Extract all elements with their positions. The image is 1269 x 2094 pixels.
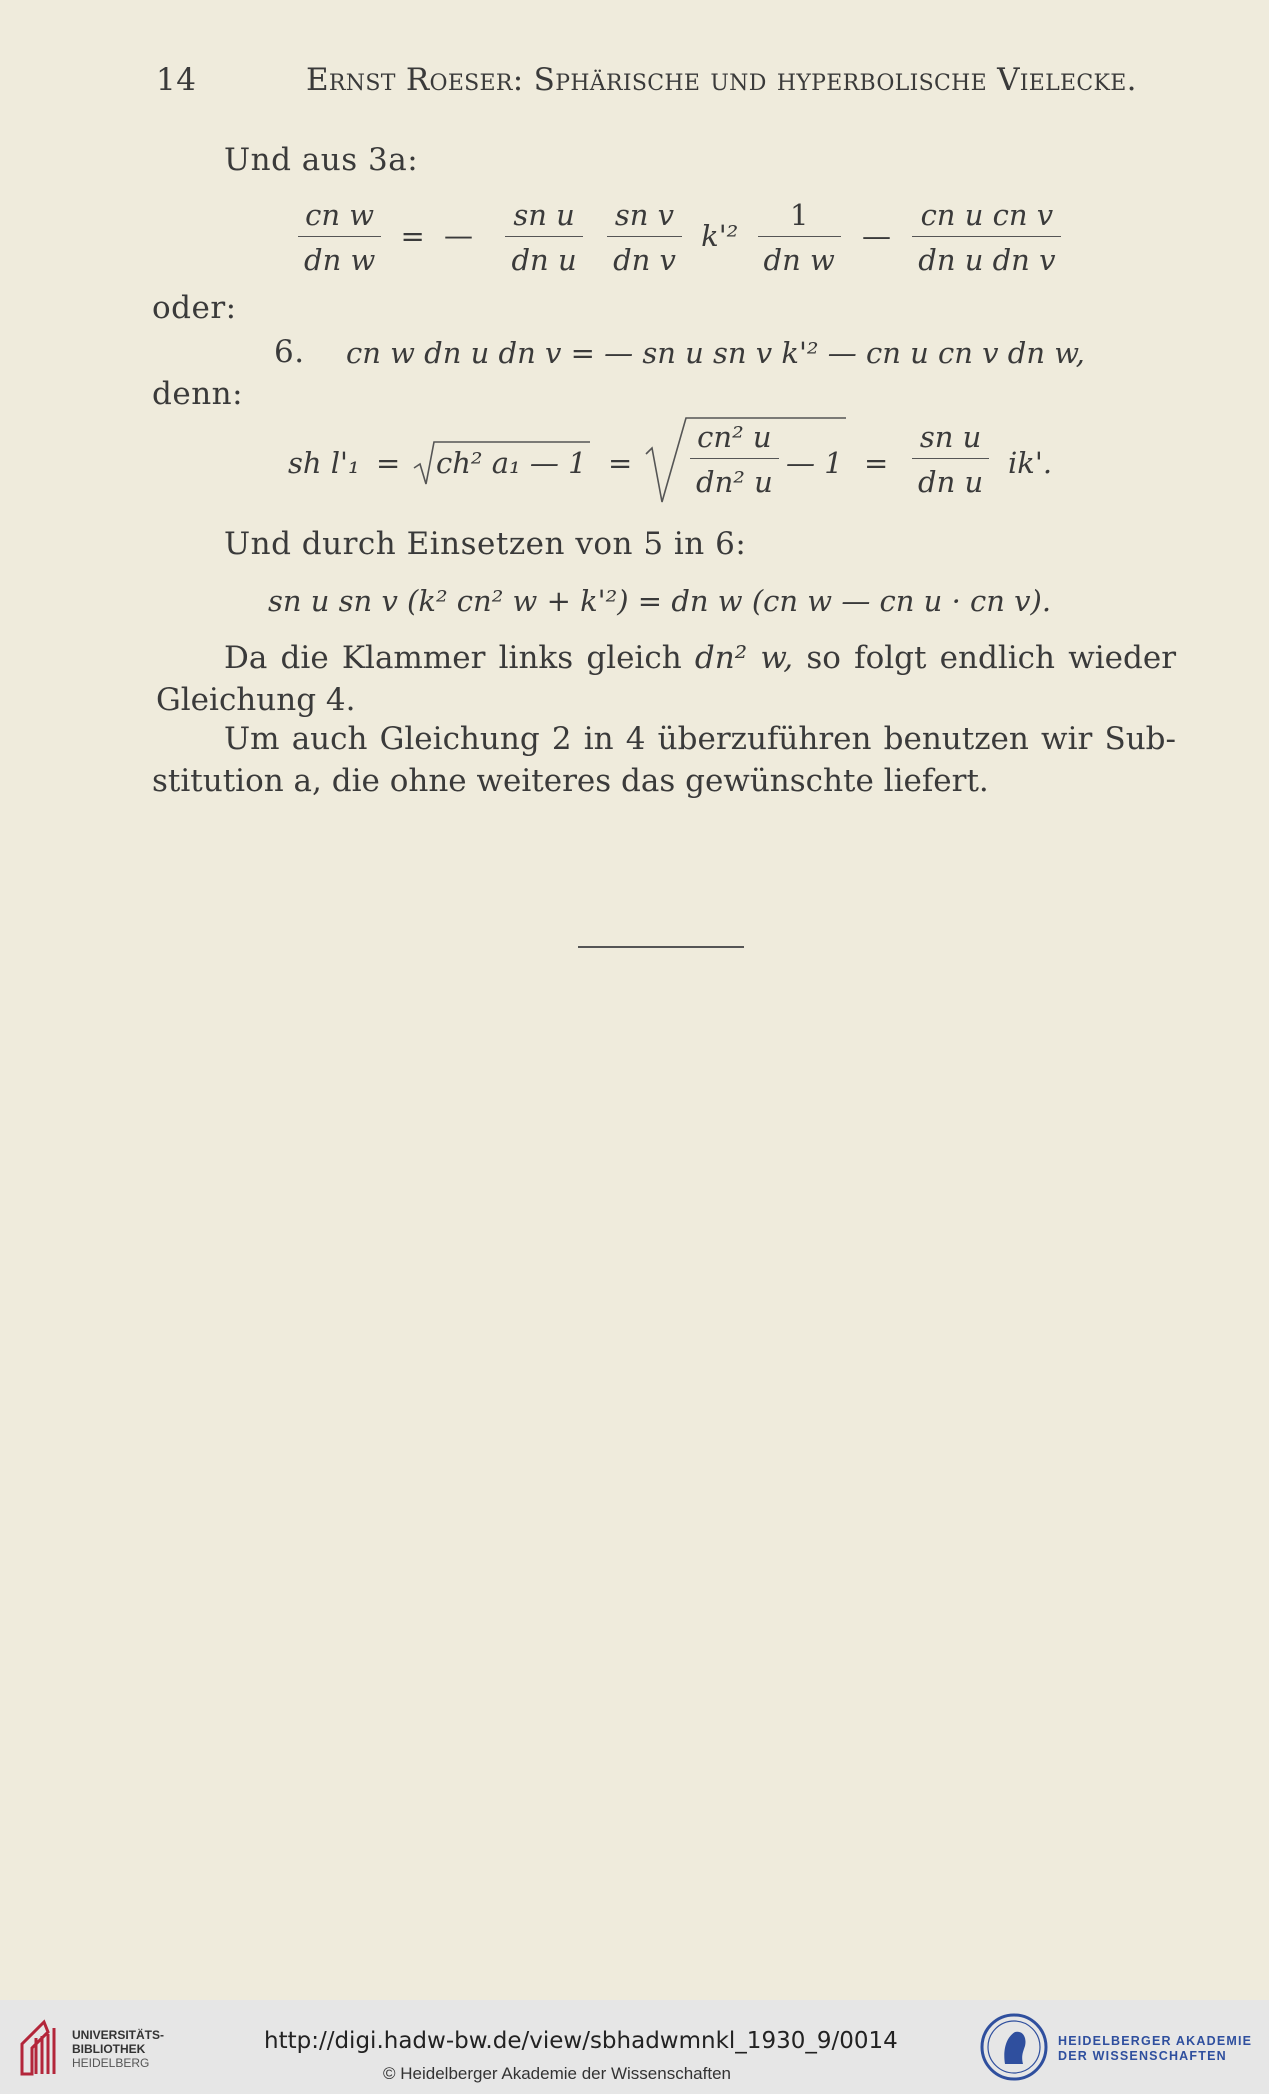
paragraph-1-line-2: Gleichung 4. (156, 682, 356, 718)
intro-substitution: Und durch Einsetzen von 5 in 6: (224, 526, 747, 562)
minus-one: — 1 (786, 446, 843, 480)
equation-substitution: sn u sn v (k² cn² w + k'²) = dn w (cn w — cn u · cn v). (268, 584, 1052, 618)
equals-sign: = (608, 446, 633, 480)
equation-6-number: 6. (274, 334, 305, 370)
academy-name: HEIDELBERGER AKADEMIE DER WISSENSCHAFTEN (1058, 2034, 1253, 2063)
page-number: 14 (156, 62, 197, 98)
fraction-snu-dnu: $\frac{\text{sn u}}{\text{dn u}}$ (505, 198, 582, 277)
fraction-cnucnv-dnudnv: $\frac{\text{cn u cn v}}{\text{dn u dn v}}$ (912, 198, 1061, 277)
equation-3a: $\frac{\text{cn w}}{\text{dn w}}$ = — $\frac{\text{sn u}}{\text{dn u}}$ $\frac{\text{sn v}}{\text{dn v}}$ k'² $\frac{1}{\text{dn w}}$ — $\frac{\text{cn u cn v}}{\text{dn u dn v}}$ (298, 198, 1061, 277)
fraction-cn2u-dn2u: $\frac{\text{cn² u}}{\text{dn² u}}$ (690, 420, 779, 499)
paragraph-1-line-1: Da die Klammer links gleich dn² w, so folgt endlich wieder (224, 640, 1177, 676)
fraction-snv-dnv: $\frac{\text{sn v}}{\text{dn v}}$ (607, 198, 682, 277)
label-denn: denn: (152, 376, 244, 412)
university-library-logo-icon (14, 2018, 60, 2078)
university-library-name: UNIVERSITÄTS- BIBLIOTHEK HEIDELBERG (72, 2028, 165, 2070)
fraction-cnw-dnw: $\frac{\text{cn w}}{\text{dn w}}$ (298, 198, 381, 277)
sqrt-radicand-ch2a1: ch² a₁ — 1 (436, 446, 587, 480)
intro-3a: Und aus 3a: (224, 142, 419, 178)
copyright-notice: © Heidelberger Akademie der Wissenschaften (383, 2064, 731, 2083)
fraction-snu-dnu-rhs: $\frac{\text{sn u}}{\text{dn u}}$ (912, 420, 989, 499)
source-url-link[interactable]: http://digi.hadw-bw.de/view/sbhadwmnkl_1930_9/0014 (264, 2028, 898, 2054)
equation-sh-lhs: sh l'₁ (288, 446, 360, 480)
paragraph-2-line-1: Um auch Gleichung 2 in 4 überzuführen benutzen wir Sub- (224, 721, 1176, 757)
equals-sign: = (864, 446, 889, 480)
footer-bar (0, 2000, 1269, 2094)
running-head: Ernst Roeser: Sphärische und hyperbolische Vielecke. (306, 62, 1137, 98)
paragraph-2-line-2: stitution a, die ohne weiteres das gewünschte liefert. (152, 763, 989, 799)
academy-seal-icon (979, 2012, 1049, 2082)
label-oder: oder: (152, 290, 237, 326)
end-rule (578, 946, 744, 948)
fraction-1-dnw: $\frac{1}{\text{dn w}}$ (758, 198, 841, 277)
equals-sign: = (376, 446, 401, 480)
rhs-ik: ik'. (1008, 446, 1053, 480)
equation-6: cn w dn u dn v = — sn u sn v k'² — cn u cn v dn w, (346, 336, 1085, 370)
